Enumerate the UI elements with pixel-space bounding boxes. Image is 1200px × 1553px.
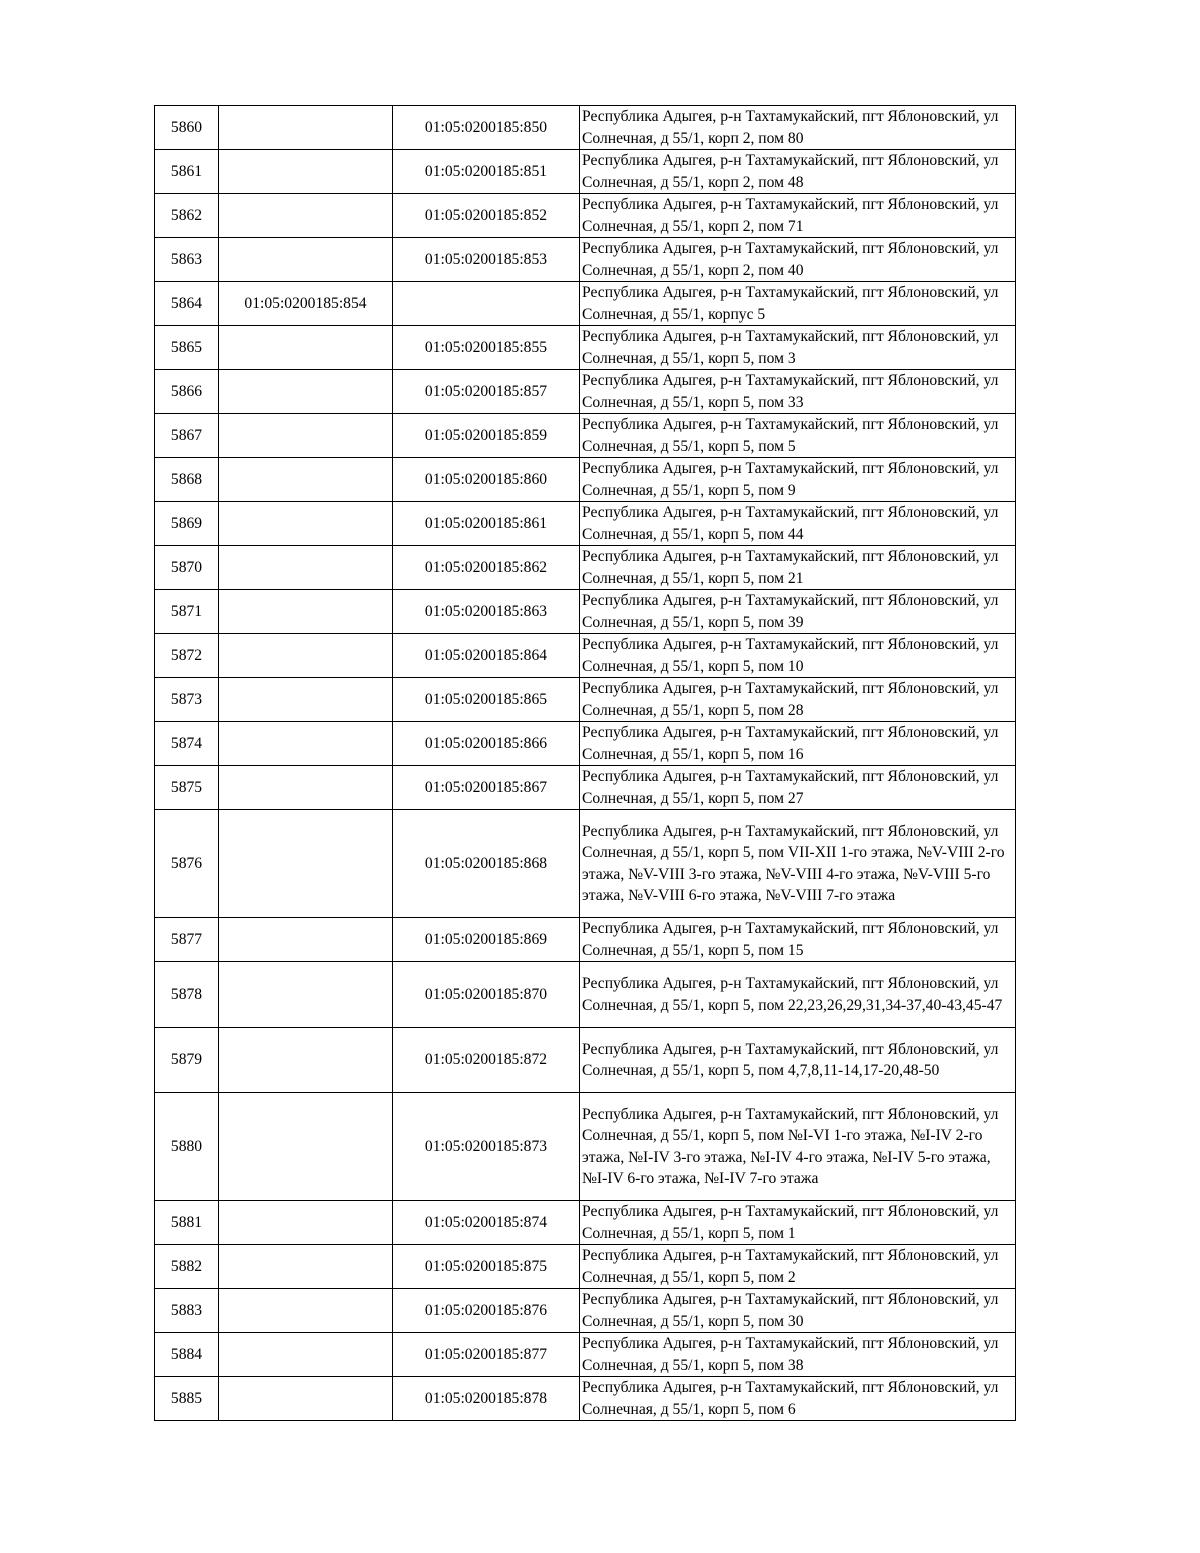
table-row [155,546,1016,590]
address-cell: Республика Адыгея, р-н Тахтамукайский, пгт Яблоновский, ул Солнечная, д 55/1, корп 5, пом 39 [580,590,1016,634]
table-row [155,326,1016,370]
address-cell: Республика Адыгея, р-н Тахтамукайский, пгт Яблоновский, ул Солнечная, д 55/1, корп 5, пом 15 [580,918,1016,962]
cadastral-number-cell [219,106,393,150]
row-number-cell: 5860 [155,106,219,150]
address-cell: Республика Адыгея, р-н Тахтамукайский, пгт Яблоновский, ул Солнечная, д 55/1, корп 5, пом 9 [580,458,1016,502]
row-number-cell: 5884 [155,1333,219,1377]
address-cell: Республика Адыгея, р-н Тахтамукайский, пгт Яблоновский, ул Солнечная, д 55/1, корп 5, пом 33 [580,370,1016,414]
room-cadastral-number-cell: 01:05:0200185:869 [393,918,580,962]
table-row [155,502,1016,546]
table-row [155,810,1016,918]
address-cell: Республика Адыгея, р-н Тахтамукайский, пгт Яблоновский, ул Солнечная, д 55/1, корп 5, пом 44 [580,502,1016,546]
table-row [155,1377,1016,1421]
address-cell: Республика Адыгея, р-н Тахтамукайский, пгт Яблоновский, ул Солнечная, д 55/1, корп 5, пом 6 [580,1377,1016,1421]
cadastral-number-cell [219,502,393,546]
cadastral-number-cell [219,1289,393,1333]
table-row [155,962,1016,1028]
room-cadastral-number-cell: 01:05:0200185:877 [393,1333,580,1377]
address-cell: Республика Адыгея, р-н Тахтамукайский, пгт Яблоновский, ул Солнечная, д 55/1, корп 5, пом 5 [580,414,1016,458]
address-cell: Республика Адыгея, р-н Тахтамукайский, пгт Яблоновский, ул Солнечная, д 55/1, корп 5, пом 30 [580,1289,1016,1333]
address-cell: Республика Адыгея, р-н Тахтамукайский, пгт Яблоновский, ул Солнечная, д 55/1, корп 5, пом 27 [580,766,1016,810]
table-row [155,370,1016,414]
cadastral-number-cell [219,1093,393,1201]
room-cadastral-number-cell: 01:05:0200185:870 [393,962,580,1028]
table-row [155,458,1016,502]
row-number-cell: 5879 [155,1028,219,1093]
address-cell: Республика Адыгея, р-н Тахтамукайский, пгт Яблоновский, ул Солнечная, д 55/1, корп 5, пом 1 [580,1201,1016,1245]
table-row [155,766,1016,810]
address-cell: Республика Адыгея, р-н Тахтамукайский, пгт Яблоновский, ул Солнечная, д 55/1, корп 5, пом 38 [580,1333,1016,1377]
table-row [155,238,1016,282]
address-cell: Республика Адыгея, р-н Тахтамукайский, пгт Яблоновский, ул Солнечная, д 55/1, корп 5, пом 22,23,26,29,31,34-37,40-43,45-47 [580,962,1016,1028]
row-number-cell: 5870 [155,546,219,590]
table-row [155,590,1016,634]
address-cell: Республика Адыгея, р-н Тахтамукайский, пгт Яблоновский, ул Солнечная, д 55/1, корп 2, пом 48 [580,150,1016,194]
cadastral-number-cell [219,370,393,414]
row-number-cell: 5880 [155,1093,219,1201]
cadastral-number-cell [219,634,393,678]
address-cell: Республика Адыгея, р-н Тахтамукайский, пгт Яблоновский, ул Солнечная, д 55/1, корп 5, пом VII-XII 1-го этажа, №V-VIII 2-го этажа, №V-VIII 3-го этажа, №V-VIII 4-го этажа, №V-VIII 5-го этажа, №V-VIII 6-го этажа, №V-VIII 7-го этажа [580,810,1016,918]
row-number-cell: 5882 [155,1245,219,1289]
room-cadastral-number-cell: 01:05:0200185:855 [393,326,580,370]
table-row [155,1028,1016,1093]
cadastral-number-cell [219,590,393,634]
room-cadastral-number-cell: 01:05:0200185:866 [393,722,580,766]
room-cadastral-number-cell: 01:05:0200185:873 [393,1093,580,1201]
row-number-cell: 5865 [155,326,219,370]
room-cadastral-number-cell: 01:05:0200185:876 [393,1289,580,1333]
property-table [154,105,1016,1421]
row-number-cell: 5861 [155,150,219,194]
table-row [155,1093,1016,1201]
room-cadastral-number-cell: 01:05:0200185:861 [393,502,580,546]
room-cadastral-number-cell: 01:05:0200185:852 [393,194,580,238]
room-cadastral-number-cell: 01:05:0200185:850 [393,106,580,150]
room-cadastral-number-cell: 01:05:0200185:853 [393,238,580,282]
room-cadastral-number-cell: 01:05:0200185:878 [393,1377,580,1421]
address-cell: Республика Адыгея, р-н Тахтамукайский, пгт Яблоновский, ул Солнечная, д 55/1, корп 5, пом 3 [580,326,1016,370]
table-row [155,1289,1016,1333]
cadastral-number-cell [219,326,393,370]
cadastral-number-cell [219,678,393,722]
room-cadastral-number-cell [393,282,580,326]
table-row [155,722,1016,766]
room-cadastral-number-cell: 01:05:0200185:872 [393,1028,580,1093]
cadastral-number-cell [219,918,393,962]
cadastral-number-cell [219,194,393,238]
address-cell: Республика Адыгея, р-н Тахтамукайский, пгт Яблоновский, ул Солнечная, д 55/1, корп 5, пом 28 [580,678,1016,722]
cadastral-number-cell: 01:05:0200185:854 [219,282,393,326]
row-number-cell: 5874 [155,722,219,766]
cadastral-number-cell [219,766,393,810]
address-cell: Республика Адыгея, р-н Тахтамукайский, пгт Яблоновский, ул Солнечная, д 55/1, корп 5, пом №I-VI 1-го этажа, №I-IV 2-го этажа, №I-IV 3-го этажа, №I-IV 4-го этажа, №I-IV 5-го этажа, №I-IV 6-го этажа, №I-IV 7-го этажа [580,1093,1016,1201]
row-number-cell: 5871 [155,590,219,634]
table-row [155,194,1016,238]
row-number-cell: 5867 [155,414,219,458]
row-number-cell: 5875 [155,766,219,810]
cadastral-number-cell [219,458,393,502]
table-row [155,106,1016,150]
address-cell: Республика Адыгея, р-н Тахтамукайский, пгт Яблоновский, ул Солнечная, д 55/1, корп 5, пом 10 [580,634,1016,678]
table-row [155,414,1016,458]
property-table-body [155,106,1016,1421]
cadastral-number-cell [219,150,393,194]
address-cell: Республика Адыгея, р-н Тахтамукайский, пгт Яблоновский, ул Солнечная, д 55/1, корп 2, пом 71 [580,194,1016,238]
room-cadastral-number-cell: 01:05:0200185:867 [393,766,580,810]
row-number-cell: 5862 [155,194,219,238]
cadastral-number-cell [219,722,393,766]
address-cell: Республика Адыгея, р-н Тахтамукайский, пгт Яблоновский, ул Солнечная, д 55/1, корп 2, пом 80 [580,106,1016,150]
row-number-cell: 5883 [155,1289,219,1333]
cadastral-number-cell [219,962,393,1028]
row-number-cell: 5885 [155,1377,219,1421]
address-cell: Республика Адыгея, р-н Тахтамукайский, пгт Яблоновский, ул Солнечная, д 55/1, корп 5, пом 2 [580,1245,1016,1289]
row-number-cell: 5873 [155,678,219,722]
address-cell: Республика Адыгея, р-н Тахтамукайский, пгт Яблоновский, ул Солнечная, д 55/1, корп 5, пом 21 [580,546,1016,590]
address-cell: Республика Адыгея, р-н Тахтамукайский, пгт Яблоновский, ул Солнечная, д 55/1, корп 5, пом 16 [580,722,1016,766]
row-number-cell: 5878 [155,962,219,1028]
cadastral-number-cell [219,238,393,282]
room-cadastral-number-cell: 01:05:0200185:865 [393,678,580,722]
row-number-cell: 5881 [155,1201,219,1245]
cadastral-number-cell [219,1377,393,1421]
row-number-cell: 5863 [155,238,219,282]
row-number-cell: 5866 [155,370,219,414]
table-row [155,282,1016,326]
row-number-cell: 5864 [155,282,219,326]
address-cell: Республика Адыгея, р-н Тахтамукайский, пгт Яблоновский, ул Солнечная, д 55/1, корп 5, пом 4,7,8,11-14,17-20,48-50 [580,1028,1016,1093]
table-row [155,1245,1016,1289]
table-row [155,678,1016,722]
cadastral-number-cell [219,546,393,590]
table-row [155,150,1016,194]
room-cadastral-number-cell: 01:05:0200185:859 [393,414,580,458]
room-cadastral-number-cell: 01:05:0200185:868 [393,810,580,918]
row-number-cell: 5877 [155,918,219,962]
cadastral-number-cell [219,1245,393,1289]
room-cadastral-number-cell: 01:05:0200185:864 [393,634,580,678]
room-cadastral-number-cell: 01:05:0200185:874 [393,1201,580,1245]
row-number-cell: 5876 [155,810,219,918]
cadastral-number-cell [219,1028,393,1093]
room-cadastral-number-cell: 01:05:0200185:863 [393,590,580,634]
room-cadastral-number-cell: 01:05:0200185:857 [393,370,580,414]
table-row [155,1333,1016,1377]
room-cadastral-number-cell: 01:05:0200185:851 [393,150,580,194]
row-number-cell: 5868 [155,458,219,502]
cadastral-number-cell [219,414,393,458]
cadastral-number-cell [219,1333,393,1377]
address-cell: Республика Адыгея, р-н Тахтамукайский, пгт Яблоновский, ул Солнечная, д 55/1, корп 2, пом 40 [580,238,1016,282]
row-number-cell: 5869 [155,502,219,546]
room-cadastral-number-cell: 01:05:0200185:875 [393,1245,580,1289]
table-row [155,918,1016,962]
cadastral-number-cell [219,810,393,918]
row-number-cell: 5872 [155,634,219,678]
table-row [155,634,1016,678]
address-cell: Республика Адыгея, р-н Тахтамукайский, пгт Яблоновский, ул Солнечная, д 55/1, корпус 5 [580,282,1016,326]
cadastral-number-cell [219,1201,393,1245]
table-row [155,1201,1016,1245]
room-cadastral-number-cell: 01:05:0200185:860 [393,458,580,502]
room-cadastral-number-cell: 01:05:0200185:862 [393,546,580,590]
